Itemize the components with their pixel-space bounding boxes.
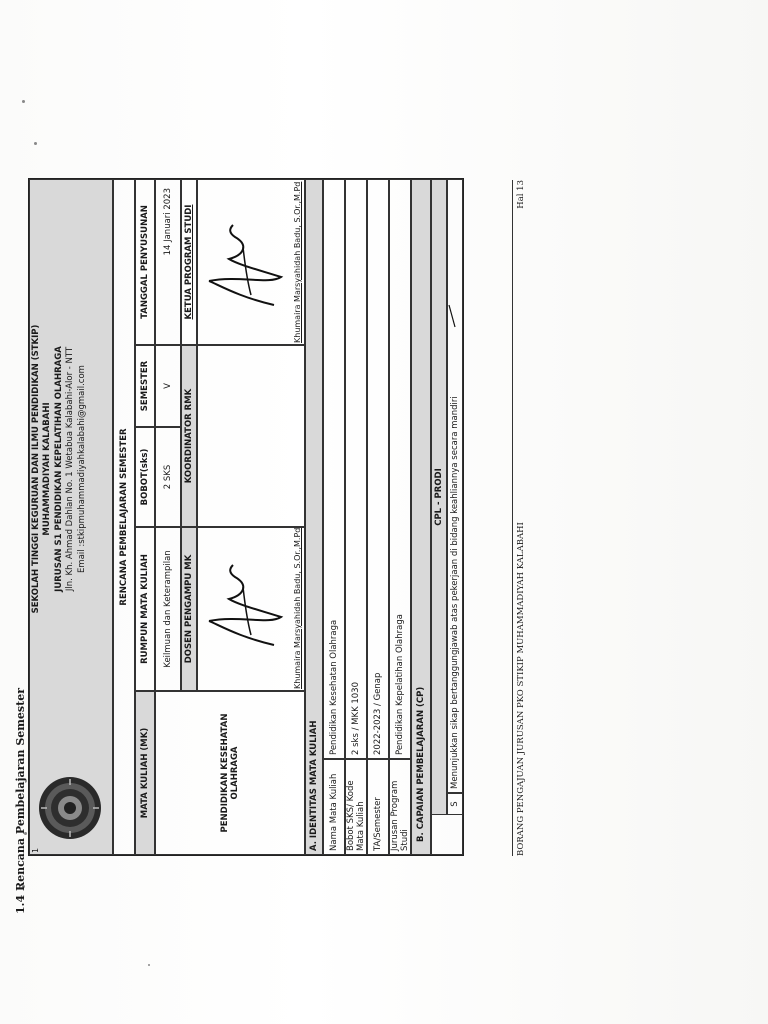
- header-mata-kuliah: MATA KULIAH (MK): [135, 691, 155, 855]
- scan-speck: [22, 100, 25, 103]
- institution-subname: MUHAMMADIYAH KALABAHI: [42, 402, 53, 536]
- koordinator-signature-box: [197, 345, 305, 527]
- header-rumpun: RUMPUN MATA KULIAH: [135, 527, 155, 691]
- page-number: Hal 13: [516, 180, 526, 209]
- header-tanggal: TANGGAL PENYUSUNAN: [135, 179, 155, 345]
- tanggal-value: 14 Januari 2023: [155, 179, 181, 345]
- identitas-heading: A. IDENTITAS MATA KULIAH: [305, 179, 323, 855]
- section-title: 1.4 Rencana Pembelajaran Semester: [14, 688, 27, 914]
- capaian-item-text: Menunjukkan sikap bertanggungjawab atas pekerjaan di bidang keahliannya secara mandiri: [447, 179, 463, 793]
- scan-speck: [148, 964, 150, 966]
- koordinator-label: KOORDINATOR RMK: [181, 345, 197, 527]
- footer-text: BORANG PENGAJUAN JURUSAN PKO STIKIP MUHAMMADIYAH KALABAHI: [516, 522, 526, 856]
- rotated-document-sheet: [0, 104, 526, 944]
- identitas-label: TA/Semester: [367, 759, 389, 855]
- institution-logo-icon: [37, 775, 103, 841]
- semester-value: V: [155, 345, 181, 427]
- dosen-signature-icon: [199, 555, 289, 665]
- identitas-value: 2 sks / MKK 1030: [345, 179, 367, 759]
- header-bobot: BOBOT(sks): [135, 427, 155, 527]
- institution-name: SEKOLAH TINGGI KEGURUAN DAN ILMU PENDIDIKAN (STKIP): [31, 324, 41, 614]
- ketua-name: Khumaira Marsyahidah Badu, S.Or.,M.Pd: [293, 181, 302, 343]
- corner-number: 1: [31, 847, 40, 853]
- department-name: JURUSAN S1 PENDIDIKAN KEPELATIHAN OLAHRAGA: [53, 346, 64, 592]
- identitas-value: Pendidikan Kepelatihan Olahraga: [389, 179, 411, 759]
- course-name: PENDIDIKAN KESEHATAN OLAHRAGA: [155, 691, 305, 855]
- header-semester: SEMESTER: [135, 345, 155, 427]
- dosen-name: Khumaira Marsyahidah Badu, S.Or.,M.Pd: [293, 527, 302, 689]
- ketua-signature-icon: [199, 215, 289, 325]
- identitas-label: Bobot SKS/ Kode Mata Kuliah: [345, 759, 367, 855]
- rps-heading: RENCANA PEMBELAJARAN SEMESTER: [113, 179, 135, 855]
- ketua-label: KETUA PROGRAM STUDI: [181, 179, 197, 345]
- page-footer: [512, 180, 526, 856]
- institution-address: Jln. Kh. Ahmad Dahlan No. 1 Wetabua Kalabahi-Alor - NTT: [65, 346, 76, 592]
- rps-form-table: [28, 178, 464, 856]
- pen-mark-icon: [425, 295, 465, 335]
- identitas-value: Pendidikan Kesehatan Olahraga: [323, 179, 345, 759]
- dosen-label: DOSEN PENGAMPU MK: [181, 527, 197, 691]
- identitas-label: Jurusan Program Studi: [389, 759, 411, 855]
- rumpun-value: Keilmuan dan Keterampilan: [155, 527, 181, 691]
- capaian-item-number: S: [447, 793, 463, 815]
- identitas-label: Nama Mata Kuliah: [323, 759, 345, 855]
- capaian-heading: B. CAPAIAN PEMBELAJARAN (CP): [411, 179, 431, 855]
- institution-header: [31, 219, 88, 719]
- bobot-value: 2 SKS: [155, 427, 181, 527]
- identitas-value: 2022-2023 / Genap: [367, 179, 389, 759]
- capaian-spacer: [431, 815, 463, 855]
- cpl-label: CPL - PRODI: [431, 179, 447, 815]
- institution-email: Email :stkipmuhammadiyahkalabahi@gmail.com: [76, 365, 87, 573]
